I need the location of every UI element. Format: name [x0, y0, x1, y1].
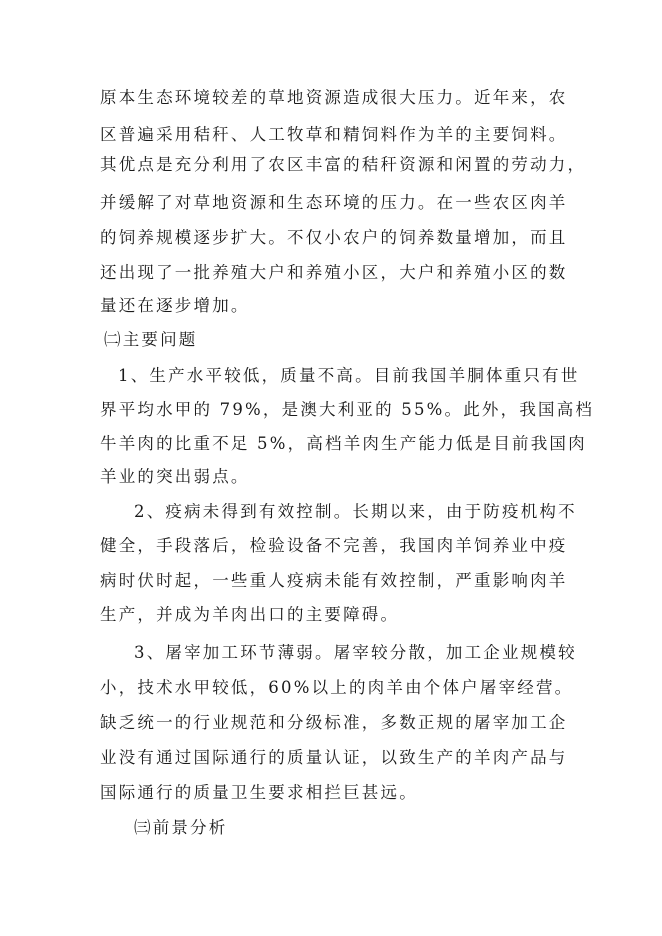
paragraph-line-6: 还出现了一批养殖大户和养殖小区，大户和养殖小区的数	[100, 263, 568, 282]
paragraph-line-3: 其优点是充分利用了农区丰富的秸秆资源和闲置的劳动力，	[100, 155, 587, 174]
problem-1-line-3: 牛羊肉的比重不足 5%，高档羊肉生产能力低是目前我国肉	[100, 434, 587, 453]
problem-3-line-2: 小，技术水甲较低，60%以上的肉羊由个体户屠宰经营。	[100, 678, 574, 697]
problem-1-line-4: 羊业的突出弱点。	[100, 467, 250, 486]
section-heading-main-problems: ㈡主要问题	[104, 330, 198, 349]
problem-1-line-2: 界平均水甲的 79%，是澳大利亚的 55%。此外，我国高档	[100, 400, 595, 419]
problem-3-line-1: 3、屠宰加工环节薄弱。屠宰较分散，加工企业规模较	[134, 643, 577, 662]
problem-2-line-2: 健全，手段落后，检验设备不完善，我国肉羊饲养业中疫	[100, 536, 568, 555]
problem-1-line-1: 1、生产水平较低，质量不高。目前我国羊胴体重只有世	[118, 366, 580, 385]
problem-2-line-3: 病时伏时起，一些重人疫病未能有效控制，严重影响肉羊	[100, 571, 568, 590]
paragraph-line-7: 量还在逐步增加。	[100, 296, 250, 315]
paragraph-line-2: 区普遍采用秸秆、人工牧草和精饲料作为羊的主要饲料。	[100, 125, 568, 144]
problem-2-line-1: 2、疫病未得到有效控制。长期以来，由于防疫机构不	[134, 502, 577, 521]
section-heading-outlook: ㈢前景分析	[134, 818, 228, 837]
problem-3-line-5: 国际通行的质量卫生要求相拦巨甚远。	[100, 783, 418, 802]
paragraph-line-4: 并缓解了对草地资源和生态环境的压力。在一些农区肉羊	[100, 193, 568, 212]
problem-3-line-4: 业没有通过国际通行的质量认证，以致生产的羊肉产品与	[100, 748, 568, 767]
paragraph-line-5: 的饲养规模逐步扩大。不仅小农户的饲养数量增加，而且	[100, 228, 568, 247]
paragraph-line-1: 原本生态环境较差的草地资源造成很大压力。近年来，农	[100, 88, 568, 107]
problem-2-line-4: 生产，并成为羊肉出口的主要障碍。	[100, 605, 400, 624]
problem-3-line-3: 缺乏统一的行业规范和分级标准，多数正规的屠宰加工企	[100, 713, 568, 732]
